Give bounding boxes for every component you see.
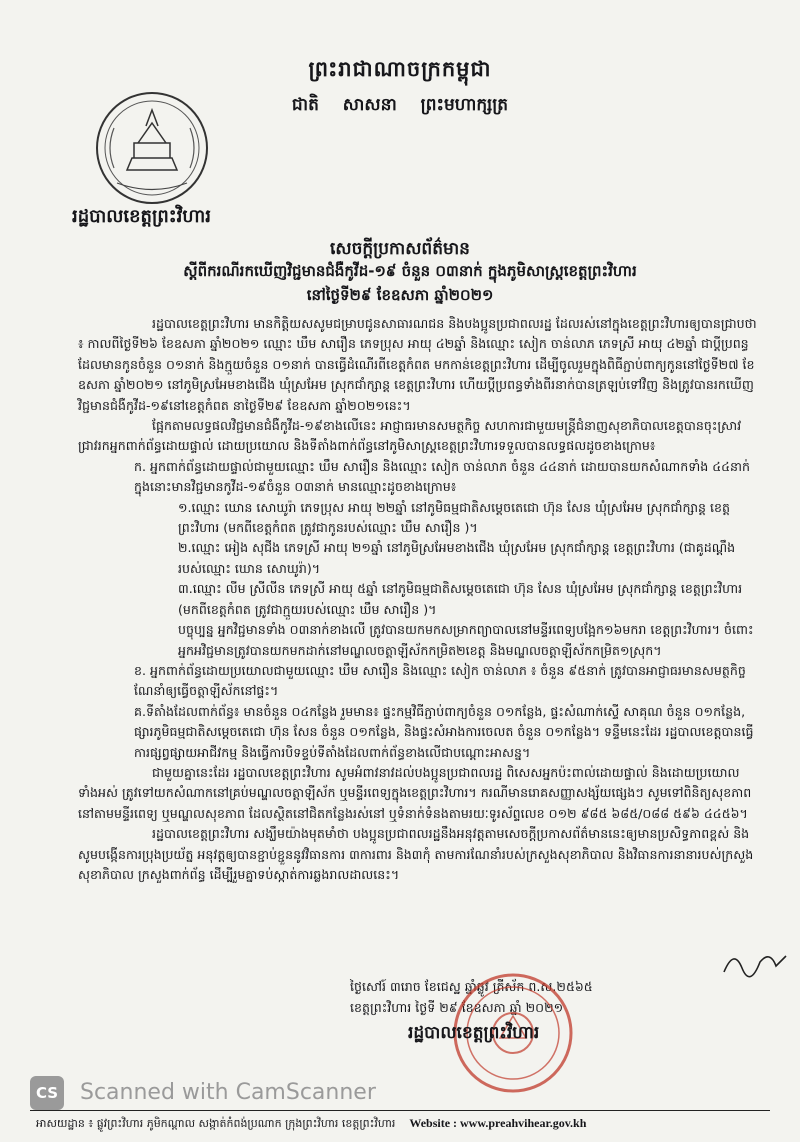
case-2: ២.ឈ្មោះ អៀង សុជីង ភេទស្រី អាយុ ២១ឆ្នាំ នៅភូមិស្រអែមខាងជើង ឃុំស្រអែម ស្រុកជាំក្សាន្ត ខេត្តព្រះវិហារ (ជាគូដណ្តឹងរបស់ឈ្មោះ ឃោន សោឃូរ៉ា)។ — [178, 540, 736, 576]
lunar-date: ថ្ងៃសៅរ៍ ៣រោច ខែជេស្ឋ ឆ្នាំឆ្លូវ ត្រីស័ក ព.ស.២៥៦៥ — [350, 979, 593, 994]
kingdom-header: ព្រះរាជាណាចក្រកម្ពុជា — [308, 57, 492, 81]
paragraph-appeal: ជាមួយគ្នានេះដែរ រដ្ឋបាលខេត្តព្រះវិហារ សូមអំពាវនាវដល់បងប្អូនប្រជាពលរដ្ឋ ពិសេសអ្នកប៉ះពាល់ដោយផ្ទាល់ និងដោយប្រយោលទាំងអស់ ត្រូវទៅយកសំណាកនៅគ្រប់មណ្ឌលចត្តាឡីស័ក ឬមន្ទីរពេទ្យក្នុងខេត្តព្រះវិហារ។ ករណីមានរោគសញ្ញាសង្ស័យផ្សេងៗ សូមទៅពិនិត្យសុខភាពនៅតាមមន្ទីរពេទ្យ ឬមណ្ឌលសុខភាព ដែលស្ថិតនៅជិតកន្លែងរស់នៅ ឬទំនាក់ទំនងតាមរយៈទូរស័ព្ទលេខ ០១២ ៩៨៥ ៦៨៥/០៨៨ ៥៩៦ ៤៤៥៦។ — [78, 764, 752, 821]
item-indirect-contacts: ខ. អ្នកពាក់ព័ន្ធដោយប្រយោលជាមួយឈ្មោះ ឃឹម សារឿន និងឈ្មោះ សៀក ចាន់លាភ ៖ ចំនួន ៩៥នាក់ ត្រូវបានអាជ្ញាធរមានសមត្ថកិច្ចណែនាំឲ្យធ្វើចត្តាឡីស័កនៅផ្ទះ។ — [134, 662, 746, 699]
document-body — [78, 314, 758, 885]
paragraph-investigation: ផ្អែកតាមលទ្ធផលវិជ្ជមានជំងឺកូវីដ-១៩ខាងលើនេះ អាជ្ញាធរមានសមត្ថកិច្ច សហការជាមួយមន្ត្រីជំនាញសុខាភិបាលខេត្តបានចុះស្រាវជ្រាវរកអ្នកពាក់ព័ន្ធដោយផ្ទាល់ ដោយប្រយោល និងទីតាំងពាក់ព័ន្ធនៅភូមិសាស្ត្រខេត្តព្រះវិហារទទួលបានលទ្ធផលដូចខាងក្រោម៖ — [78, 418, 742, 454]
footer-address: អាសយដ្ឋាន ៖ ផ្លូវព្រះវិហារ ភូមិកណ្តាល សង្កាត់កំពង់ប្រណាក ក្រុងព្រះវិហារ ខេត្តព្រះវិហារ — [36, 1117, 396, 1130]
signatory: រដ្ឋបាលខេត្តព្រះវិហារ — [408, 1023, 540, 1043]
signature-icon — [720, 942, 790, 982]
scanner-watermark: Scanned with CamScanner — [80, 1080, 376, 1105]
cases-note: បច្ចុប្បន្ន អ្នកវិជ្ជមានទាំង ០៣នាក់ខាងលើ ត្រូវបានយកមកសម្រាកព្យាបាលនៅមន្ទីរពេទ្យបង្អែក១៦មករា ខេត្តព្រះវិហារ។ ចំពោះអ្នកអវិជ្ជមានត្រូវបានយកមកដាក់នៅមណ្ឌលចត្តាឡីស័កកម្រិត២ខេត្ត និងមណ្ឌលចត្តាឡីស័កកម្រិត១ស្រុក។ — [178, 622, 754, 658]
provincial-emblem-icon — [92, 88, 212, 208]
document-subject: ស្តីពីករណីរកឃើញវិជ្ជមានជំងឺកូវីដ-១៩ ចំនួន ០៣នាក់ ក្នុងភូមិសាស្ត្រខេត្តព្រះវិហារ — [183, 262, 637, 280]
footer — [36, 1116, 586, 1133]
national-motto: ជាតិ សាសនា ព្រះមហាក្សត្រ — [291, 95, 509, 115]
case-1: ១.ឈ្មោះ ឃោន សោឃូរ៉ា ភេទប្រុស អាយុ ២២ឆ្នាំ នៅភូមិធម្មជាតិសម្តេចតេជោ ហ៊ុន សែន ឃុំស្រអែម ស្រុកជាំក្សាន្ត ខេត្តព្រះវិហារ (មកពីខេត្តកំពត ត្រូវជាកូនរបស់ឈ្មោះ ឃឹម សារឿន )។ — [178, 499, 731, 536]
document-date-line: នៅថ្ងៃទី២៩ ខែឧសភា ឆ្នាំ២០២១ — [306, 286, 494, 304]
paragraph-intro: រដ្ឋបាលខេត្តព្រះវិហារ មានកិត្តិយសសូមជម្រាបជូនសាធារណជន និងបងប្អូនប្រជាពលរដ្ឋ ដែលរស់នៅក្នុងខេត្តព្រះវិហារឲ្យបានជ្រាបថា ៖ កាលពីថ្ងៃទី២៦ ខែឧសភា ឆ្នាំ២០២១ ឈ្មោះ ឃឹម សារឿន ភេទប្រុស អាយុ ៤២ឆ្នាំ និងឈ្មោះ សៀក ចាន់លាភ ភេទស្រី អាយុ ៤២ឆ្នាំ ជាប្តីប្រពន្ធ ដែលមានកូនចំនួន ០១នាក់ និងក្មួយចំនួន ០១នាក់ បានធ្វើដំណើរពីខេត្តកំពត មកកាន់ខេត្តព្រះវិហារ ដើម្បីចូលរួមក្នុងពិធីភ្ជាប់ពាក្យកូននៅថ្ងៃទី២៧ ខែឧសភា ឆ្នាំ២០២១ នៅភូមិស្រអែមខាងជើង ឃុំស្រអែម ស្រុកជាំក្សាន្ត ខេត្តព្រះវិហារ ហើយប្តីប្រពន្ធទាំងពីរនាក់បានត្រឡប់ទៅវិញ និងត្រូវបានរកឃើញវិជ្ជមានជំងឺកូវីដ-១៩នៅខេត្តកំពត នាថ្ងៃទី២៩ ខែឧសភា ឆ្នាំ២០២១នេះ។ — [78, 316, 757, 413]
item-direct-contacts: ក. អ្នកពាក់ព័ន្ធដោយផ្ទាល់ជាមួយឈ្មោះ ឃឹម សារឿន និងឈ្មោះ សៀក ចាន់លាភ ចំនួន ៤៤នាក់ ដោយបានយកសំណាកទាំង ៤៤នាក់ ក្នុងនោះមានវិជ្ជមានកូវីដ-១៩ចំនួន ០៣នាក់ មានឈ្មោះដូចខាងក្រោម៖ — [134, 458, 751, 495]
item-related-locations: គ.ទីតាំងដែលពាក់ព័ន្ធ៖ មានចំនួន ០៤កន្លែង រួមមាន៖ ផ្ទះកម្មវិធីភ្ជាប់ពាក្យចំនួន ០១កន្លែង, ផ្ទះសំណាក់ស្ទើ សាគុណ ចំនួន ០១កន្លែង, ផ្សារភូមិធម្មជាតិសម្តេចតេជោ ហ៊ុន សែន ចំនួន ០១កន្លែង, និងផ្ទះសំអាងការចេលត ចំនួន ០១កន្លែង។ ទន្ទឹមនេះដែរ រដ្ឋបាលខេត្តបានធ្វើការផ្សព្វផ្សាយអាជីវកម្ម និងធ្វើការបិទខ្ទប់ទីតាំងដែលពាក់ព័ន្ធខាងលើជាបណ្តោះអាសន្ន។ — [134, 703, 754, 760]
footer-website: Website : www.preahvihear.gov.kh — [409, 1116, 587, 1130]
camscanner-logo-icon: CS — [30, 1076, 64, 1110]
document-title: សេចក្តីប្រកាសព័ត៌មាន — [330, 239, 470, 259]
case-3: ៣.ឈ្មោះ លីម ស្រីលីន ភេទស្រី អាយុ ៥ឆ្នាំ នៅភូមិធម្មជាតិសម្តេចតេជោ ហ៊ុន សែន ឃុំស្រអែម ស្រុកជាំក្សាន្ត ខេត្តព្រះវិហារ (មកពីខេត្តកំពត ត្រូវជាក្មួយរបស់ឈ្មោះ ឃឹម សារឿន )។ — [178, 581, 743, 617]
footer-divider — [30, 1110, 770, 1111]
solar-date: ខេត្តព្រះវិហារ ថ្ងៃទី ២៩ ខែឧសភា ឆ្នាំ ២០២១ — [350, 1000, 564, 1015]
issuing-office: រដ្ឋបាលខេត្តព្រះវិហារ — [72, 206, 211, 227]
paragraph-closing: រដ្ឋបាលខេត្តព្រះវិហារ សង្ឃឹមយ៉ាងមុតមាំថា បងប្អូនប្រជាពលរដ្ឋនឹងអនុវត្តតាមសេចក្តីប្រកាសព័ត៌មាននេះឲ្យមានប្រសិទ្ធភាពខ្ពស់ និងសូមបង្កើនការប្រុងប្រយ័ត្ន អនុវត្តឲ្យបានខ្ជាប់ខ្ជួននូវវិធានការ ៣ការពារ និង៣កុំ តាមការណែនាំរបស់ក្រសួងសុខាភិបាល និងវិធានការនានារបស់ក្រសួងសុខាភិបាល ក្រសួងពាក់ព័ន្ធ ដើម្បីរួមគ្នាទប់ស្កាត់ការឆ្លងរាលដាលនេះ។ — [78, 826, 754, 882]
